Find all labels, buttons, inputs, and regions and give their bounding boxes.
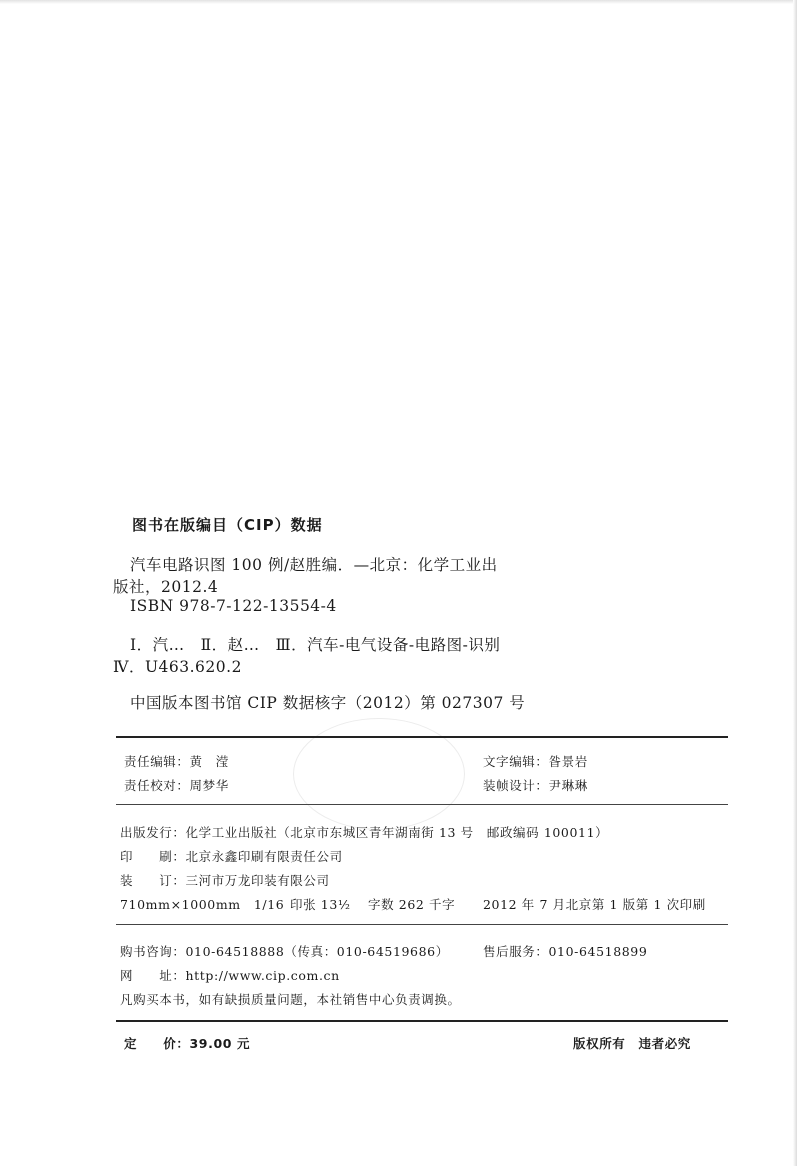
publisher-info: 出版发行：化学工业出版社（北京市东城区青年湖南街 13 号 邮政编码 100011） [120, 825, 609, 840]
responsible-editor: 责任编辑：黄 滢 [124, 754, 229, 769]
text-editor: 文字编辑：昝景岩 [483, 754, 588, 769]
proofreader: 责任校对：周梦华 [124, 778, 229, 793]
divider-rule [116, 1020, 728, 1022]
print-sheets: 印张 13½ [290, 897, 351, 912]
book-format: 710mm×1000mm 1/16 [120, 897, 285, 912]
cip-verification-number: 中国版本图书馆 CIP 数据核字（2012）第 027307 号 [130, 694, 526, 712]
website: 网 址：http://www.cip.com.cn [120, 968, 340, 983]
faint-stamp-mark [293, 718, 465, 830]
cip-isbn: ISBN 978-7-122-13554-4 [130, 597, 337, 615]
divider-rule [116, 736, 728, 738]
cover-designer: 装帧设计：尹琳琳 [483, 778, 588, 793]
cip-heading: 图书在版编目（CIP）数据 [132, 516, 323, 534]
copyright-notice: 版权所有 违者必究 [573, 1036, 691, 1051]
cip-classification: Ⅰ．汽… Ⅱ．赵… Ⅲ．汽车-电气设备-电路图-识别 [130, 636, 501, 654]
replacement-notice: 凡购买本书，如有缺损质量问题，本社销售中心负责调换。 [120, 992, 461, 1007]
printer-info: 印 刷：北京永鑫印刷有限责任公司 [120, 849, 343, 864]
divider-rule [116, 804, 728, 805]
word-count: 字数 262 千字 [368, 897, 456, 912]
order-contact: 购书咨询：010-64518888（传真：010-64519686） [120, 944, 449, 959]
cip-title-line-2: 版社，2012.4 [113, 578, 219, 596]
cip-call-number: Ⅳ．U463.620.2 [113, 658, 242, 676]
price: 定 价：39.00 元 [124, 1036, 251, 1051]
edition-info: 2012 年 7 月北京第 1 版第 1 次印刷 [483, 897, 706, 912]
binder-info: 装 订：三河市万龙印装有限公司 [120, 873, 330, 888]
cip-title-line-1: 汽车电路识图 100 例/赵胜编．—北京：化学工业出 [130, 556, 498, 574]
divider-rule [116, 924, 728, 925]
aftersales-contact: 售后服务：010-64518899 [483, 944, 648, 959]
